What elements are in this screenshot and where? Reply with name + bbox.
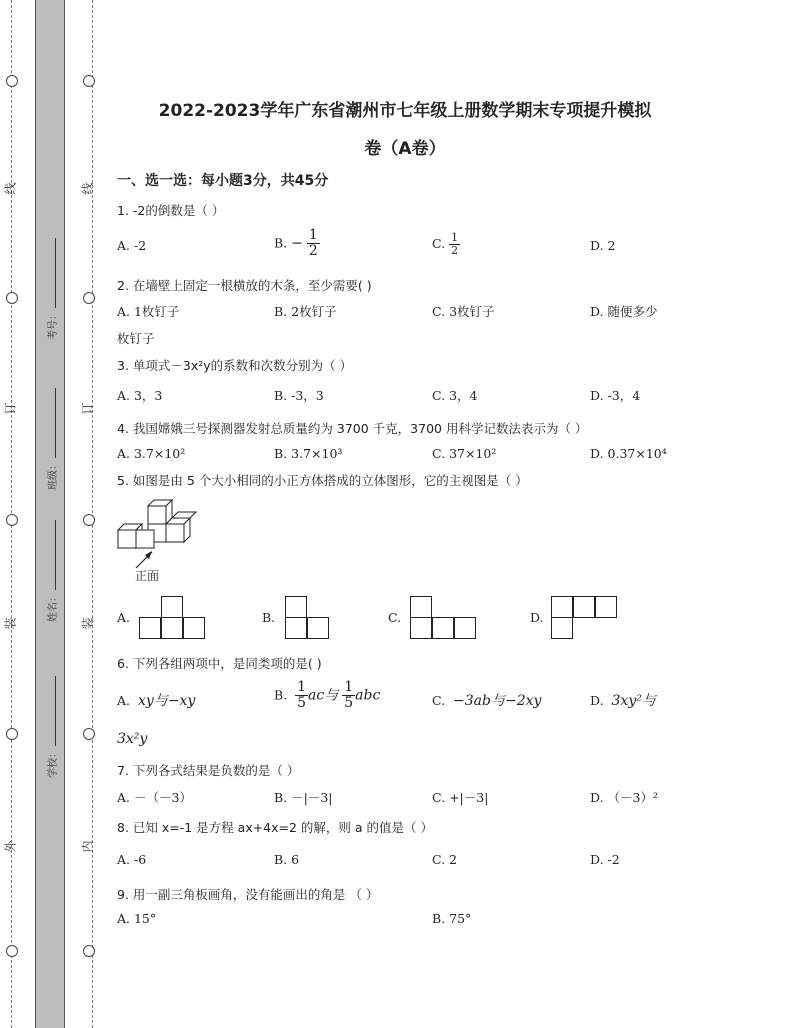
q2-option-a: A. 1枚钉子 (117, 304, 180, 319)
q4-option-b: B. 3.7×10³ (274, 446, 343, 461)
question-5-stem: 5. 如图是由 5 个大小相同的小正方体搭成的立体图形，它的主视图是（ ） (117, 473, 528, 488)
q3-option-d: D. -3，4 (590, 388, 641, 403)
binding-strip (35, 0, 65, 1028)
q2-option-b: B. 2枚钉子 (274, 304, 337, 319)
q8-option-a: A. -6 (117, 852, 147, 867)
q4-option-a: A. 3.7×10² (117, 446, 186, 461)
binding-hole (83, 945, 95, 957)
question-6-stem: 6. 下列各组两项中，是同类项的是( ) (117, 656, 322, 671)
q9-option-a: A. 15° (117, 911, 157, 926)
q3-option-b: B. -3，3 (274, 388, 324, 403)
q1-option-a: A. -2 (117, 238, 147, 253)
q6-option-d-continued: 3x²y (117, 731, 148, 747)
margin-char-left: 订 (3, 402, 18, 415)
binding-hole (6, 728, 18, 740)
binding-hole (83, 75, 95, 87)
q8-option-b: B. 6 (274, 852, 300, 867)
q2-option-d: D. 随便多少 (590, 304, 658, 319)
q1-option-d: D. 2 (590, 238, 616, 253)
binding-hole (83, 292, 95, 304)
q4-option-d: D. 0.37×10⁴ (590, 446, 667, 461)
q8-option-c: C. 2 (432, 852, 458, 867)
q5-option-d-label: D. (530, 610, 544, 625)
q5-option-a-label: A. (117, 610, 131, 625)
question-3-stem: 3. 单项式－3x²y的系数和次数分别为（ ） (117, 358, 353, 373)
binding-hole (6, 292, 18, 304)
q8-option-d: D. -2 (590, 852, 620, 867)
q7-option-c: C. +|－3| (432, 790, 489, 805)
page-title-line2: 卷（A卷） (364, 139, 446, 159)
margin-char-right: 内 (80, 840, 95, 853)
field-school: 学校： (44, 676, 59, 778)
q1-option-b: B. − $\frac{1}{2}$ (274, 227, 318, 260)
q6-option-c: C. −3ab与−2xy (432, 693, 542, 709)
question-4-stem: 4. 我国嫦娥三号探测器发射总质量约为 3700 千克，3700 用科学记数法表示为（ ） (117, 421, 588, 436)
binding-hole (83, 728, 95, 740)
question-2-stem: 2. 在墙壁上固定一根横放的木条，至少需要( ) (117, 278, 372, 293)
q1-option-c: C. $\frac{1}{2}$ (432, 231, 459, 258)
binding-hole (6, 514, 18, 526)
margin-char-left: 线 (3, 182, 18, 195)
front-view-label: 正面 (135, 569, 160, 583)
question-1-stem: 1. -2的倒数是（ ） (117, 203, 225, 218)
q3-option-c: C. 3，4 (432, 388, 478, 403)
question-8-stem: 8. 已知 x=-1 是方程 ax+4x=2 的解，则 a 的值是（ ） (117, 820, 434, 835)
question-9-stem: 9. 用一副三角板画角，没有能画出的角是 （ ） (117, 887, 379, 902)
q7-option-d: D. （－3）² (590, 790, 658, 805)
q5-option-c-label: C. (388, 610, 402, 625)
binding-hole (83, 514, 95, 526)
q5-option-b-label: B. (262, 610, 276, 625)
q9-option-b: B. 75° (432, 911, 472, 926)
margin-char-right: 装 (80, 617, 95, 630)
field-name: 姓名： (44, 520, 59, 622)
binding-hole (6, 945, 18, 957)
question-7-stem: 7. 下列各式结果是负数的是（ ） (117, 763, 300, 778)
q6-option-b: B. $\frac{1}{5}$ ac与 $\frac{1}{5}$ abc (274, 679, 381, 712)
q3-option-a: A. 3，3 (117, 388, 163, 403)
margin-char-right: 线 (80, 182, 95, 195)
page-title: 2022-2023学年广东省潮州市七年级上册数学期末专项提升模拟 (158, 101, 652, 121)
margin-char-left: 装 (3, 617, 18, 630)
q7-option-a: A. －（－3） (117, 790, 192, 805)
q2-option-d-continued: 枚钉子 (117, 331, 155, 346)
section-heading: 一、选一选：每小题3分，共45分 (117, 173, 329, 189)
field-class: 班级： (44, 388, 59, 490)
q2-option-c: C. 3枚钉子 (432, 304, 495, 319)
margin-char-left: 外 (3, 840, 18, 853)
q6-option-d: D. 3xy²与 (590, 693, 656, 709)
q6-option-a: A. xy与−xy (117, 693, 196, 709)
margin-char-right: 订 (80, 402, 95, 415)
field-exam-number: 考号： (44, 238, 59, 340)
q7-option-b: B. －|－3| (274, 790, 333, 805)
q4-option-c: C. 37×10² (432, 446, 497, 461)
binding-hole (6, 75, 18, 87)
